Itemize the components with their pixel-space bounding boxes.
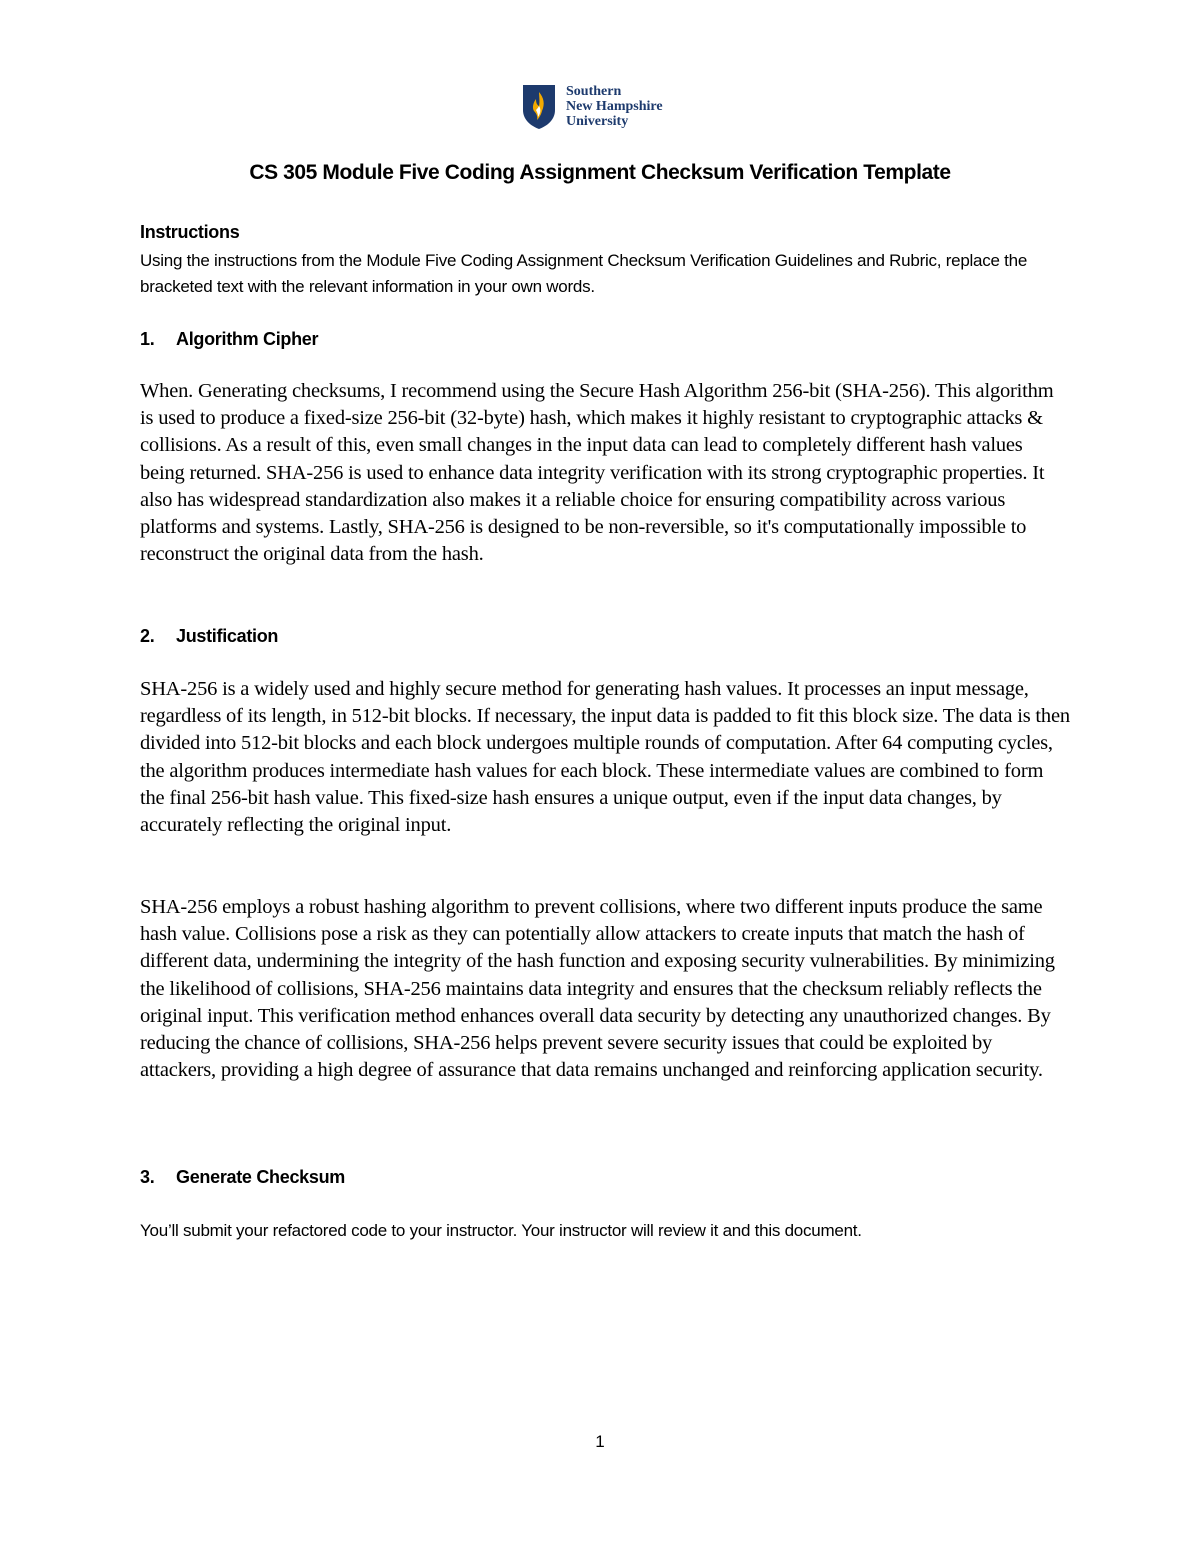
justification-paragraph-2: SHA-256 employs a robust hashing algorithm to prevent collisions, where two different inputs produce the same hash value. Collisions pose a risk as they can potentially allow attackers to create inputs that match the hash of different data, undermining the integrity of the hash function and exposing security vulnerabilities. By minimizing the likelihood of collisions, SHA-256 maintains data integrity and ensures that the checksum reliably reflects the original input. This verification method enhances overall data security by detecting any unauthorized changes. By reducing the chance of collisions, SHA-256 helps prevent severe security issues that could be exploited by attackers, providing a high degree of assurance that data remains unchanged and reinforcing application security. <box>140 896 1055 1082</box>
section-number: 1. <box>140 329 155 349</box>
university-name <box>566 84 663 129</box>
logo-line-1: Southern <box>566 84 622 99</box>
algorithm-cipher-paragraph: When. Generating checksums, I recommend using the Secure Hash Algorithm 256-bit (SHA-256). This algorithm is used to produce a fixed-size 256-bit (32-byte) hash, which makes it highly resistant to cryptographic attacks & collisions. As a result of this, even small changes in the input data can lead to completely different hash values being returned. SHA-256 is used to enhance data integrity verification with its strong cryptographic properties. It also has widespread standardization also makes it a reliable choice for ensuring compatibility across various platforms and systems. Lastly, SHA-256 is designed to be non-reversible, so it's computationally impossible to reconstruct the original data from the hash. <box>140 380 1054 566</box>
logo-line-2: New Hampshire <box>566 99 663 114</box>
justification-paragraph-1: SHA-256 is a widely used and highly secure method for generating hash values. It processes an input message, regardless of its length, in 512-bit blocks. If necessary, the input data is padded to fit this block size. The data is then divided into 512-bit blocks and each block undergoes multiple rounds of computation. After 64 computing cycles, the algorithm produces intermediate hash values for each block. These intermediate values are combined to form the final 256-bit hash value. This fixed-size hash ensures a unique output, even if the input data changes, by accurately reflecting the original input. <box>140 678 1070 837</box>
document-title: CS 305 Module Five Coding Assignment Checksum Verification Template <box>249 161 951 184</box>
logo-line-3: University <box>566 114 629 129</box>
section-heading-generate-checksum <box>140 1167 345 1188</box>
section-title: Algorithm Cipher <box>176 329 319 349</box>
page-number: 1 <box>595 1432 605 1451</box>
section-title: Generate Checksum <box>176 1167 345 1187</box>
section-heading-justification <box>140 626 278 647</box>
submission-note: You’ll submit your refactored code to your instructor. Your instructor will review it and this document. <box>140 1221 862 1240</box>
section-title: Justification <box>176 626 279 646</box>
shield-flame-icon <box>522 84 556 130</box>
section-number: 2. <box>140 626 155 646</box>
university-logo <box>522 84 692 132</box>
instructions-heading: Instructions <box>140 222 240 242</box>
section-number: 3. <box>140 1167 155 1187</box>
section-heading-algorithm-cipher <box>140 329 318 350</box>
instructions-text: Using the instructions from the Module Five Coding Assignment Checksum Verification Guidelines and Rubric, replace the bracketed text with the relevant information in your own words. <box>140 251 1028 296</box>
